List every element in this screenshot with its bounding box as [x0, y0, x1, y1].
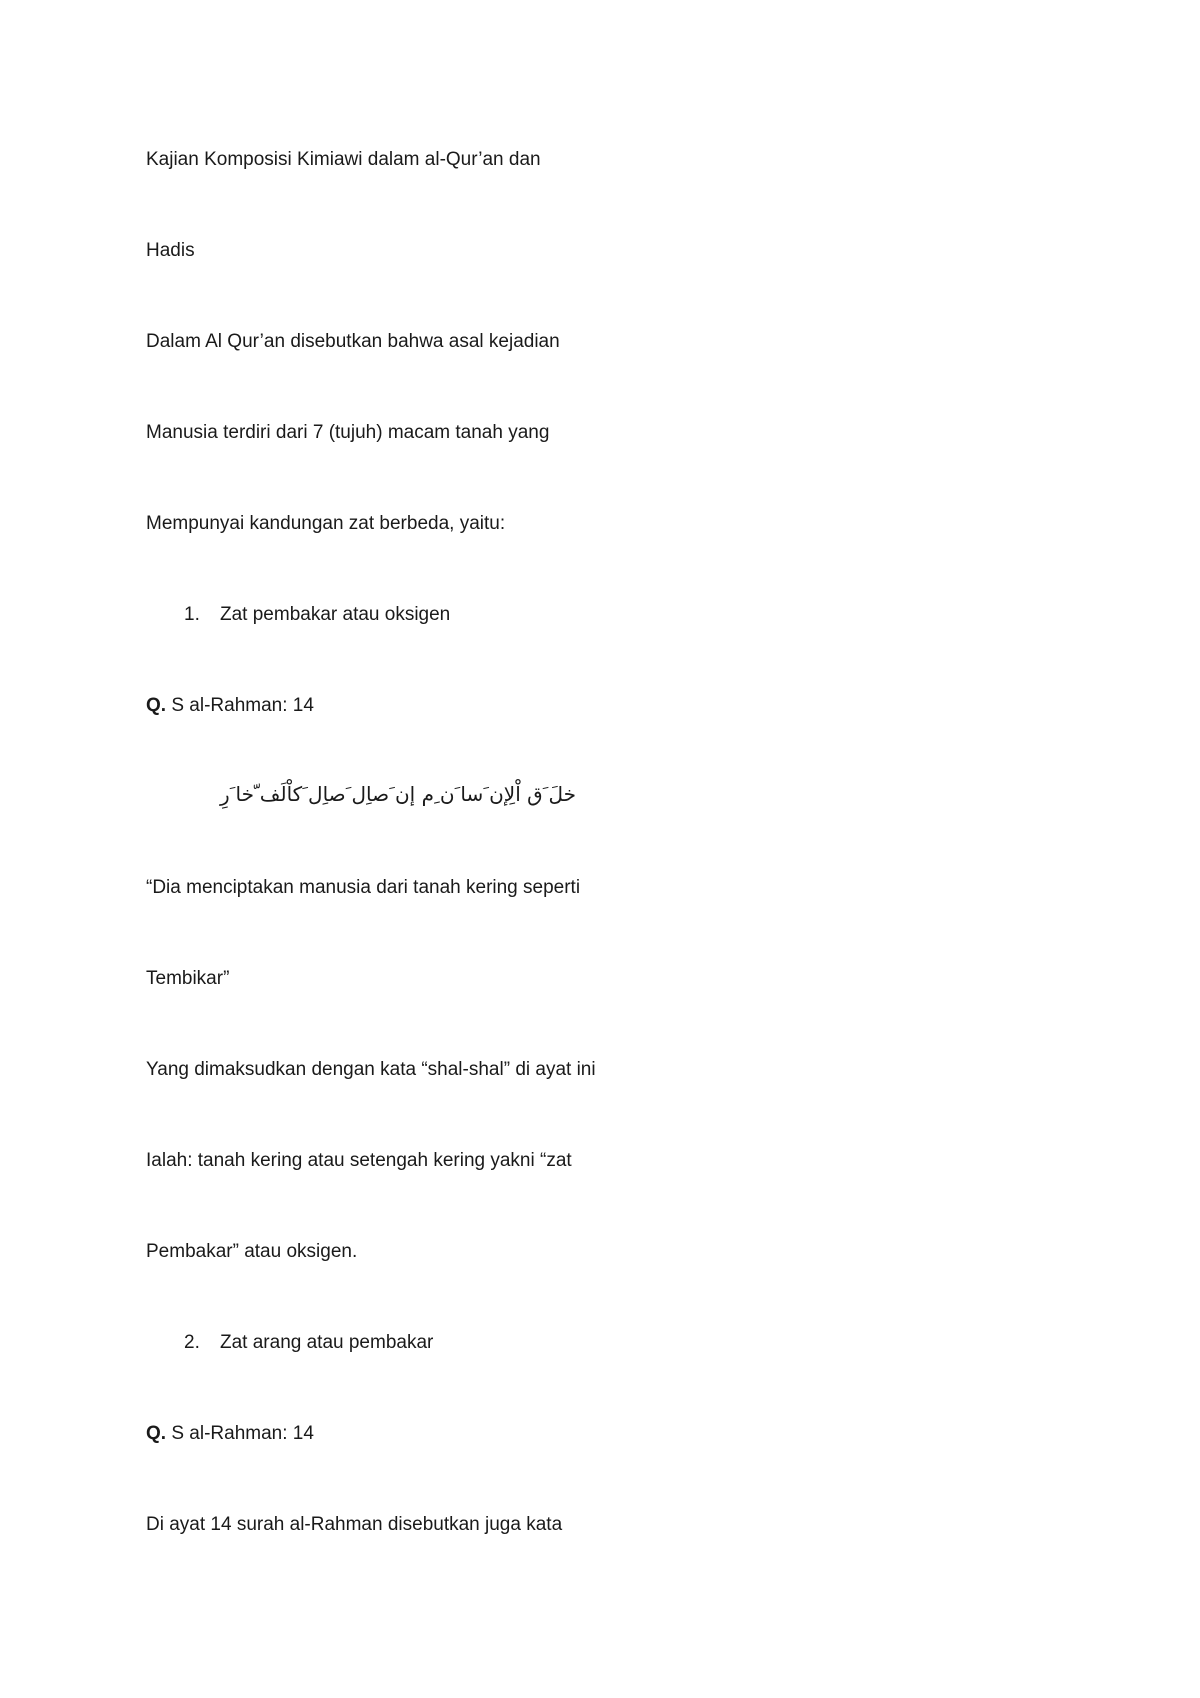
reference-text: S al-Rahman: 14: [166, 695, 314, 716]
quote-line-2: Tembikar”: [146, 968, 230, 989]
verse-reference-2: [146, 1422, 314, 1446]
quote-line-1: “Dia menciptakan manusia dari tanah kering seperti: [146, 877, 581, 898]
explanation-line-2: Ialah: tanah kering atau setengah kering yakni “zat: [146, 1150, 572, 1171]
list-item-1: [184, 603, 450, 627]
list-item-number: 2.: [184, 1332, 200, 1353]
explanation-line-1: Yang dimaksudkan dengan kata “shal-shal” di ayat ini: [146, 1059, 596, 1080]
explanation-line-3: Pembakar” atau oksigen.: [146, 1241, 358, 1262]
reference-prefix: Q.: [146, 1423, 167, 1444]
paragraph-final-line: Di ayat 14 surah al-Rahman disebutkan juga kata: [146, 1514, 563, 1535]
paragraph-line-2: Manusia terdiri dari 7 (tujuh) macam tanah yang: [146, 422, 550, 443]
list-item-2: [184, 1331, 433, 1355]
reference-prefix: Q.: [146, 695, 167, 716]
reference-text: S al-Rahman: 14: [166, 1423, 314, 1444]
list-item-text: Zat pembakar atau oksigen: [220, 604, 451, 625]
title-line-1: Kajian Komposisi Kimiawi dalam al-Qur’an dan: [146, 149, 541, 170]
title-line-2: Hadis: [146, 240, 195, 261]
arabic-verse: خلَ َق اْلِإن َسا َن ِم إن َصاِل َصاِل َكاْلَف ّخا َرِ: [219, 782, 576, 806]
verse-reference-1: [146, 694, 314, 718]
list-item-number: 1.: [184, 604, 200, 625]
list-item-text: Zat arang atau pembakar: [220, 1332, 434, 1353]
paragraph-line-3: Mempunyai kandungan zat berbeda, yaitu:: [146, 513, 506, 534]
paragraph-line-1: Dalam Al Qur’an disebutkan bahwa asal kejadian: [146, 331, 560, 352]
